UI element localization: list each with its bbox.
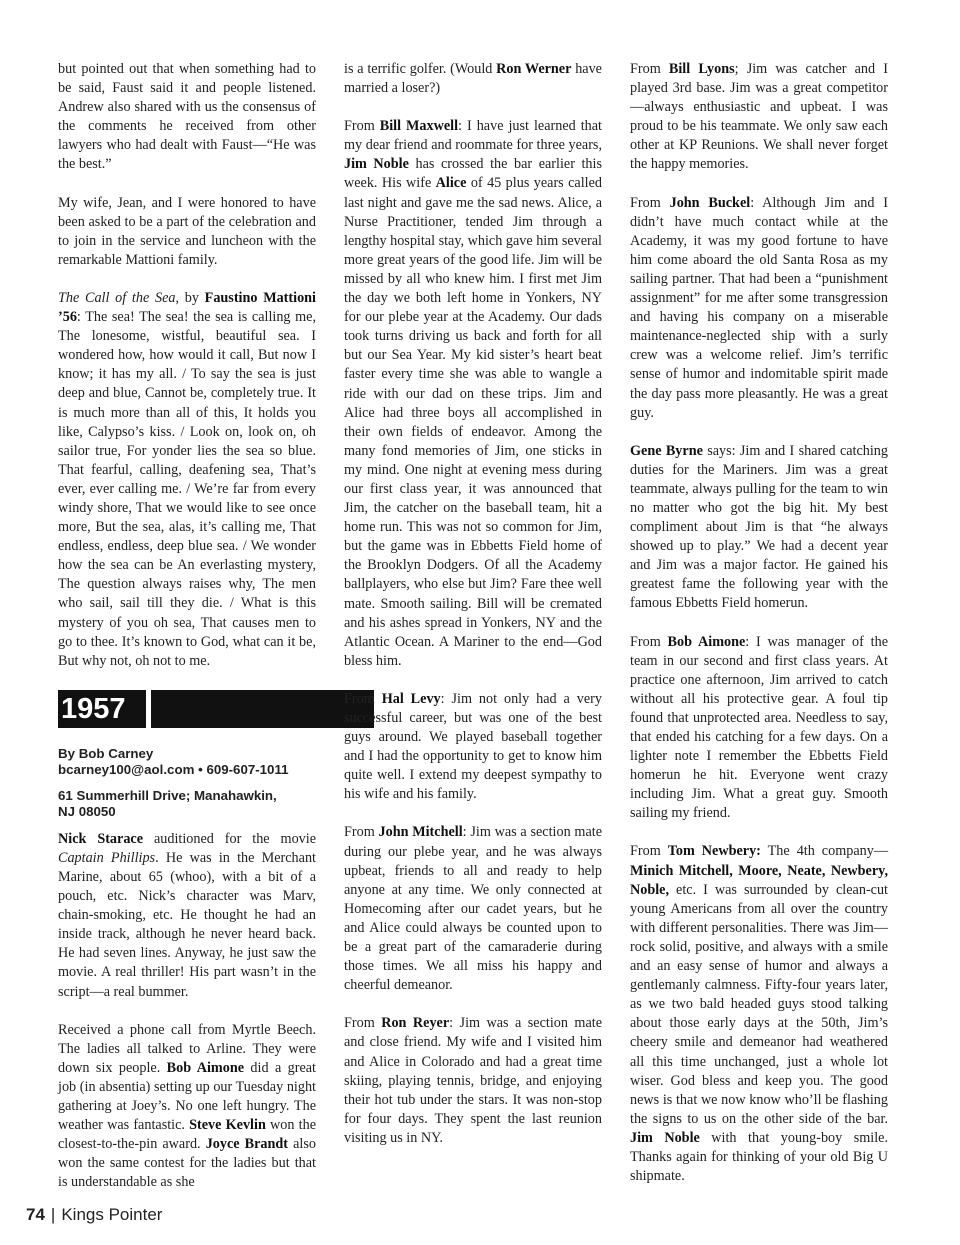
celebration-paragraph: My wife, Jean, and I were honored to have been asked to be a part of the celebration and to join in the service and luncheon with the remarkable Mattioni family. xyxy=(58,194,316,268)
byline-contact: bcarney100@aol.com • 609-607-1011 xyxy=(58,762,289,778)
poem-title: The Call of the Sea xyxy=(58,289,176,306)
column-right xyxy=(630,60,888,1186)
ron-reyer-paragraph: From Ron Reyer: Jim was a section mate and close friend. My wife and I visited him and Alice in Colorado and had a great time skiing, playing tennis, bridge, and enjoying their hot tub under the stars. It was non-stop for four days. They spent the last reunion visiting us in NY. xyxy=(344,1015,602,1146)
gene-byrne-paragraph: Gene Byrne says: Jim and I shared catching duties for the Mariners. Jim was a great teammate, always pulling for the team to win no matter who got the big hit. My best compliment about Jim is that “he always showed up to play.” We had a decent year and Jim was a major factor. He gained his greatest fame the following year with the famous Ebbetts Field homerun. xyxy=(630,442,888,612)
class-year-label: 1957 xyxy=(58,690,146,728)
nick-starace-paragraph: Nick Starace auditioned for the movie Captain Phillips. He was in the Merchant Marine, about 65 (whoo), with a bit of a pouch, etc. Nick’s character was Marv, chain-smoking, etc. He thought he had an inside track, although he never heard back. He had seven lines. Anyway, he just saw the movie. A real thriller! His part wasn’t in the script—a real bummer. xyxy=(58,830,316,1000)
page-number: 74 xyxy=(26,1205,45,1224)
publication-name: Kings Pointer xyxy=(61,1205,163,1224)
column-middle xyxy=(344,60,602,1148)
golfer-paragraph: is a terrific golfer. (Would Ron Werner have married a loser?) xyxy=(344,61,602,97)
page-footer xyxy=(26,1205,162,1225)
bill-lyons-paragraph: From Bill Lyons; Jim was catcher and I played 3rd base. Jim was a great competitor—always enthusiastic and upbeat. I was proud to be his teammate. We only saw each other at KP Reunions. We shall never forget the happy memories. xyxy=(630,61,888,173)
bill-maxwell-paragraph: From Bill Maxwell: I have just learned that my dear friend and roommate for three years, Jim Noble has crossed the bar earlier this week. His wife Alice of 45 plus years called last night and gave me the sad news. Alice, a Nurse Practitioner, tended Jim through a lengthy hospital stay, which gave him several more great years of the good life. Jim will be missed by all who knew him. I first met Jim the day we both left home in Yonkers, NY for our plebe year at the Academy. Our dads took turns driving us back and forth for all but our Sea Year. My kid sister’s heart beat faster every time she was able to wangle a ride with our dad on these trips. Jim and Alice had three boys all accomplished in their own fields of endeavor. Among the many fond memories of Jim, one sticks in my mind. One night at evening mess during our first class year, it was announced that Jim, the catcher on the baseball team, hit a home run. This was not so common for Jim, but the game was in Ebbetts Field home of the Brooklyn Dodgers. Of all the Academy ballplayers, who else but Jim? Fare thee well mate. Smooth sailing. Bill will be cremated and his ashes spread in Yonkers, NY and the Atlantic Ocean. A Mariner to the end—God bless him. xyxy=(344,118,603,669)
byline-address-line2: NJ 08050 xyxy=(58,804,116,820)
footer-separator: | xyxy=(50,1205,56,1224)
byline-address-line1: 61 Summerhill Drive; Manahawkin, xyxy=(58,787,277,803)
bob-aimone-paragraph: From Bob Aimone: I was manager of the team in our second and first class years. At practice one afternoon, Jim arrived to catch without all his protective gear. A foul tip found that unprotected area. Needless to say, that ended his catching for a few days. On a lighter note I remember the Ebbetts Field homerun he hit. Everyone went crazy including Jim. What a great guy. Smooth sailing my friend. xyxy=(630,633,888,822)
class-year-bar xyxy=(151,690,374,728)
tom-newbery-paragraph: From Tom Newbery: The 4th company—Minich Mitchell, Moore, Neate, Newbery, Noble, etc. I was surrounded by clean-cut young Americans from all over the country with different personalities. There was Jim—rock solid, positive, and always with a smile and an easy sense of humor and always a gentlemanly calmness. Fifty-four years later, as we two bald headed guys stood talking about those early days at the 50th, Jim’s cheery smile and demeanor had weathered all this time unchanged, just a whole lot wiser. God bless and keep you. The good news is that we now know who’ll be flashing the signs to us on the other side of the bar. Jim Noble with that young-boy smile. Thanks again for thinking of your old Big U shipmate. xyxy=(630,843,889,1185)
faust-paragraph-end: but pointed out that when something had to be said, Faust said it and people listened. Andrew also shared with us the consensus of the comments he received from other lawyers who had dealt with Faust—“He was the best.” xyxy=(58,61,316,173)
byline-author: By Bob Carney xyxy=(58,745,154,761)
john-mitchell-paragraph: From John Mitchell: Jim was a section mate during our plebe year, and he was always upbeat, friends to all and ready to help anyone at any time. We only connected at Homecoming after our cadet years, but he and Alice could always be counted upon to be a great part of the camaraderie during those times. We all miss his happy and cheerful demeanor. xyxy=(344,824,602,994)
class-year-banner xyxy=(58,690,316,728)
column-left xyxy=(58,60,316,1193)
john-buckel-paragraph: From John Buckel: Although Jim and I didn’t have much contact while at the Academy, it was my good fortune to have him come aboard the old Santa Rosa as my sailing partner. That had been a “punishment assignment” for me after some transgression and having his company on a miserable maintenance-neglected ship with a surly crew was a welcome relief. Jim’s terrific sense of humor and indomitable spirit made the day pass more pleasantly. He was a great guy. xyxy=(630,194,889,421)
hal-levy-paragraph: From Hal Levy: Jim not only had a very successful career, but was one of the best guys around. We played baseball together and I had the opportunity to get to know him quite well. I extend my deepest sympathy to his wife and his family. xyxy=(344,690,602,803)
poem-paragraph: The Call of the Sea, by Faustino Mattioni ’56: The sea! The sea! the sea is calling me, The lonesome, wistful, beautiful sea. I wondered how, how would it call, But now I know; it has my all. / To say the sea is just deep and blue, Cannot be, completely true. It is much more than all of this, It holds you like, Calypso’s kiss. / Look on, look on, oh sailor true, For yonder lies the sea so blue. That fearful, calling, deafening sea, That’s ever, ever calling me. / We’re far from every windy shore, That we would like to see once more, But the sea, alas, it’s calling me, That endless, endless, deep blue sea. / We wonder how the sea can be An everlasting mystery, The question always raises why, The men who sail, sail till they die. / What is this mystery of you oh sea, That causes men to go to thee. It’s known to God, what can it be, But why not, oh not to me. xyxy=(58,289,317,669)
poem-author: Faustino Mattioni ’56 xyxy=(58,289,317,326)
myrtle-beach-paragraph: Received a phone call from Myrtle Beech. The ladies all talked to Arline. They were down six people. Bob Aimone did a great job (in absentia) setting up our Tuesday night gathering at Joey’s. No one left hungry. The weather was fantastic. Steve Kevlin won the closest-to-the-pin award. Joyce Brandt also won the same contest for the ladies but that is understandable as she xyxy=(58,1021,317,1191)
byline xyxy=(58,746,316,821)
